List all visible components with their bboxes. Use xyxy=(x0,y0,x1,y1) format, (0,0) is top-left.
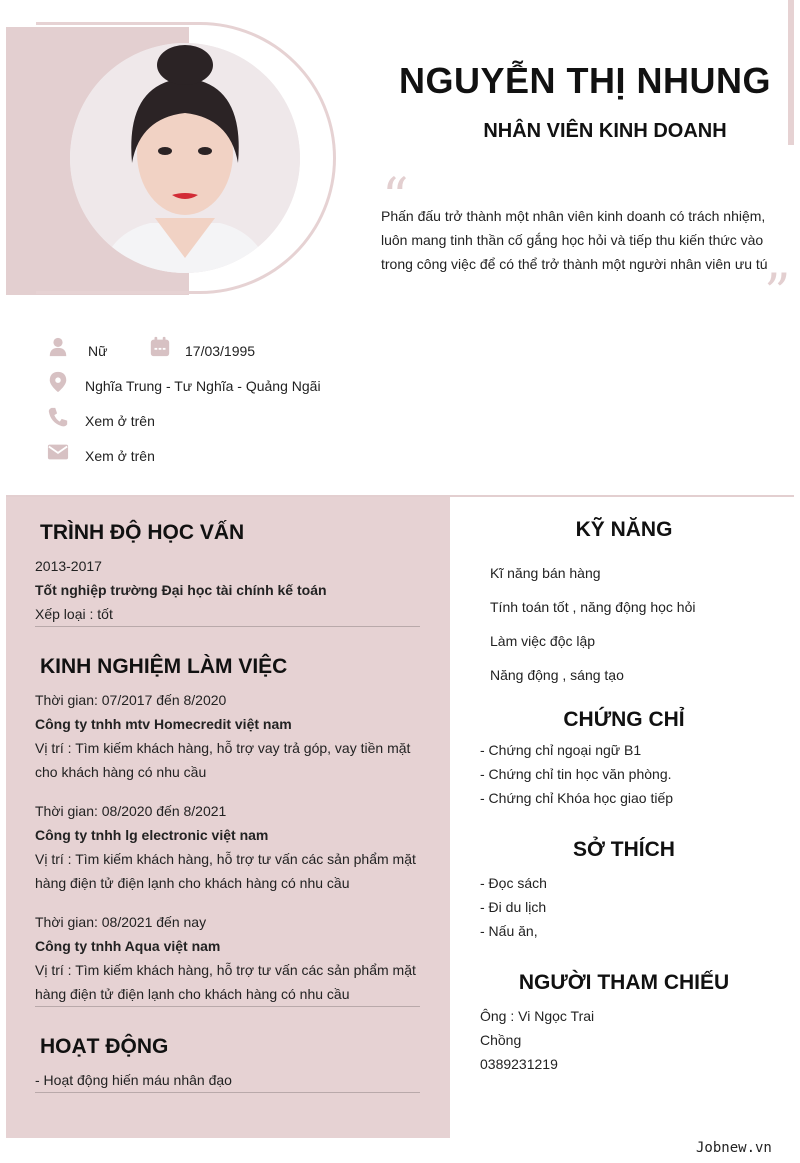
education-school: Tốt nghiệp trường Đại học tài chính kế toán xyxy=(35,582,327,598)
certificate-item: - Chứng chỉ Khóa học giao tiếp xyxy=(480,790,674,806)
job-title: NHÂN VIÊN KINH DOANH xyxy=(483,120,727,142)
education-period: 2013-2017 xyxy=(35,558,102,574)
certificate-item: - Chứng chỉ tin học văn phòng. xyxy=(480,766,672,782)
hobby-item: - Đi du lịch xyxy=(480,899,547,915)
email: Xem ở trên xyxy=(85,448,155,464)
job-company: Công ty tnhh lg electronic việt nam xyxy=(35,827,269,843)
divider xyxy=(35,1006,420,1007)
reference-relation: Chồng xyxy=(480,1032,522,1048)
hobby-item: - Đọc sách xyxy=(480,875,547,891)
job-description: Vị trí : Tìm kiếm khách hàng, hỗ trợ tư vấn các sản phẩm mặt xyxy=(35,962,416,978)
skill-item: Làm việc độc lập xyxy=(490,633,596,649)
close-quote-icon: ” xyxy=(764,264,791,324)
job-company: Công ty tnhh mtv Homecredit việt nam xyxy=(35,716,292,732)
job-time: Thời gian: 07/2017 đến 8/2020 xyxy=(35,692,227,708)
education-grade: Xếp loại : tốt xyxy=(35,606,113,622)
skill-item: Năng động , sáng tạo xyxy=(490,667,624,683)
career-objective xyxy=(381,204,776,276)
job-description: cho khách hàng có nhu cầu xyxy=(35,764,207,780)
job-description: hàng điện tử điện lạnh cho khách hàng có nhu cầu xyxy=(35,986,350,1002)
skill-item: Tính toán tốt , năng động học hỏi xyxy=(490,599,696,615)
hobby-item: - Nấu ăn, xyxy=(480,923,538,939)
open-quote-icon: “ xyxy=(382,168,409,228)
avatar xyxy=(70,43,300,273)
activities-title: HOẠT ĐỘNG xyxy=(40,1035,169,1058)
job-description: hàng điện tử điện lạnh cho khách hàng có nhu cầu xyxy=(35,875,350,891)
divider xyxy=(35,1092,420,1093)
phone-icon xyxy=(47,406,69,428)
location-icon xyxy=(47,371,69,393)
hobbies-title: SỞ THÍCH xyxy=(573,838,675,861)
reference-title: NGƯỜI THAM CHIẾU xyxy=(518,971,730,994)
objective-line: luôn mang tinh thần cố gắng học hỏi và tiếp thu kiến thức vào xyxy=(381,232,764,248)
gender: Nữ xyxy=(88,343,108,359)
calendar-icon xyxy=(149,336,171,358)
job-description: Vị trí : Tìm kiếm khách hàng, hỗ trợ tư vấn các sản phẩm mặt xyxy=(35,851,416,867)
certificate-item: - Chứng chỉ ngoại ngữ B1 xyxy=(480,742,642,758)
footer-brand: Jobnew.vn xyxy=(696,1140,772,1156)
divider xyxy=(35,626,420,627)
email-icon xyxy=(47,441,69,463)
phone: Xem ở trên xyxy=(85,413,155,429)
user-icon xyxy=(47,336,69,358)
objective-line: trong công việc để có thể trở thành một người nhân viên ưu tú xyxy=(381,256,768,272)
reference-name: Ông : Vi Ngọc Trai xyxy=(480,1008,595,1024)
birthdate: 17/03/1995 xyxy=(185,343,256,359)
skills-title: KỸ NĂNG xyxy=(575,518,673,541)
education-title: TRÌNH ĐỘ HỌC VẤN xyxy=(40,521,245,544)
objective-line: Phấn đấu trở thành một nhân viên kinh doanh có trách nhiệm, xyxy=(381,208,766,224)
candidate-name: NGUYỄN THỊ NHUNG xyxy=(398,60,771,101)
address: Nghĩa Trung - Tư Nghĩa - Quảng Ngãi xyxy=(85,378,321,394)
job-company: Công ty tnhh Aqua việt nam xyxy=(35,938,221,954)
reference-phone: 0389231219 xyxy=(480,1056,558,1072)
job-time: Thời gian: 08/2021 đến nay xyxy=(35,914,207,930)
certificates-title: CHỨNG CHỈ xyxy=(563,708,685,731)
experience-title: KINH NGHIỆM LÀM VIỆC xyxy=(40,655,288,678)
skill-item: Kĩ năng bán hàng xyxy=(490,565,601,581)
job-description: Vị trí : Tìm kiếm khách hàng, hỗ trợ vay trả góp, vay tiền mặt xyxy=(35,740,411,756)
job-time: Thời gian: 08/2020 đến 8/2021 xyxy=(35,803,227,819)
activity-item: - Hoạt động hiến máu nhân đạo xyxy=(35,1072,232,1088)
